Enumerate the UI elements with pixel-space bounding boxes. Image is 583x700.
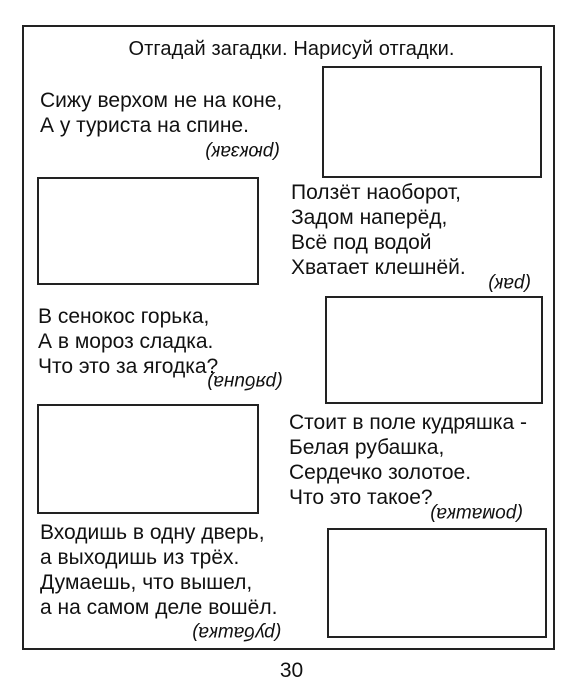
riddle-5-text bbox=[40, 520, 277, 620]
riddle-5-answer: (рубашка) bbox=[192, 622, 282, 643]
riddle-line: Ползёт наоборот, bbox=[291, 181, 462, 204]
riddle-4-text bbox=[289, 410, 527, 510]
riddle-1-text bbox=[40, 88, 282, 138]
riddle-line: а выходишь из трёх. bbox=[40, 546, 240, 569]
riddle-line: А у туриста на спине. bbox=[40, 114, 249, 137]
riddle-line: Сердечко золотое. bbox=[289, 461, 472, 484]
riddle-3-answer: (рябина) bbox=[207, 371, 283, 392]
riddle-line: А в мороз сладка. bbox=[38, 330, 214, 353]
riddle-2-answer: (рак) bbox=[488, 273, 531, 294]
riddle-2-text bbox=[291, 180, 466, 280]
page-title: Отгадай загадки. Нарисуй отгадки. bbox=[128, 38, 455, 60]
drawing-box-3[interactable] bbox=[325, 296, 543, 404]
drawing-box-5[interactable] bbox=[327, 528, 547, 638]
riddle-line: Сижу верхом не на коне, bbox=[40, 89, 283, 112]
riddle-line: Стоит в поле кудряшка - bbox=[289, 411, 528, 434]
riddle-line: Всё под водой bbox=[291, 231, 432, 254]
drawing-box-1[interactable] bbox=[322, 66, 542, 178]
riddle-line: В сенокос горька, bbox=[38, 305, 210, 328]
riddle-line: Белая рубашка, bbox=[289, 436, 445, 459]
riddle-line: Задом наперёд, bbox=[291, 206, 448, 229]
riddle-line: Думаешь, что вышел, bbox=[40, 571, 253, 594]
drawing-box-2[interactable] bbox=[37, 177, 259, 285]
riddle-line: Входишь в одну дверь, bbox=[40, 521, 265, 544]
page-number: 30 bbox=[279, 659, 304, 682]
riddle-line: Что это такое? bbox=[289, 486, 433, 509]
riddle-1-answer: (рюкзак) bbox=[205, 141, 280, 162]
riddle-line: а на самом деле вошёл. bbox=[40, 596, 278, 619]
riddle-3-text bbox=[38, 304, 218, 379]
riddle-4-answer: (ромашка) bbox=[430, 503, 523, 524]
drawing-box-4[interactable] bbox=[37, 404, 259, 514]
riddle-line: Хватает клешнёй. bbox=[291, 256, 466, 279]
riddle-line: Что это за ягодка? bbox=[38, 355, 219, 378]
